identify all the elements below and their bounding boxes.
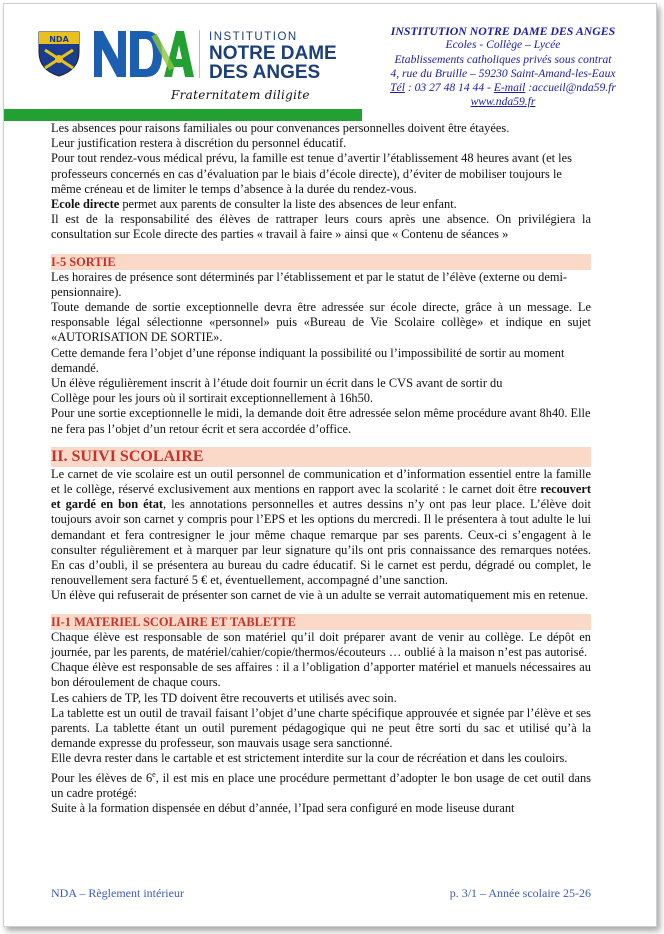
contact-block [359,24,647,110]
coat-of-arms-logo [37,30,81,78]
letterhead [4,4,656,120]
section-heading: I-5 SORTIE [51,254,591,270]
green-band [4,109,362,121]
tel-label: Tél [390,81,405,95]
text: , les annotations personnelles et autres dessins n’y ont pas leur place. L’élève doit toujours avoir son carnet y compris pour l’EPS et les options du mercredi. Il le présentera à tout adulte le lui demandant et fera contresigner le jour même chaque remarque par ses parents. Ceux-ci s’engagent à le consulter régulièrement et à marquer par leur signature qu’ils ont pris connaissance des remarques notées. En cas d’oubli, il se présentera au bureau du cadre éducatif. Si le carnet est perdu, dégradé ou complet, le renouvellement sera facturé 5 € et, éventuellement, accompagné d’une sanction. [51,497,591,588]
email-label: E-mail [493,81,526,95]
paragraph: Collège pour les jours où il sortirait exceptionnellement à 16h50. [51,391,374,406]
document-body [51,121,591,816]
paragraph: Toute demande de sortie exceptionnelle devra être adressée sur école directe, grâce à un message. Le responsable légal sélectionne «personnel» puis «Bureau de Vie Scolaire collège» et indique en sujet «AUTORISATION DE SORTIE». [51,300,591,345]
paragraph: Elle devra rester dans le cartable et est strictement interdite sur la cour de récréation et dans les couloirs. [51,751,568,766]
website-url[interactable]: www.nda59.fr [470,95,536,109]
paragraph: Pour une sortie exceptionnelle le midi, la demande doit être adressée selon même procédure avant 8h40. Elle ne fera pas l’objet d’un retour écrit et sera accordée d’office. [51,406,591,436]
contact-levels: Ecoles - Collège – Lycée [445,38,561,52]
text: , il est mis en place une procédure permettant d’adopter le bon usage de cet outil dans un cadre protégé: [51,770,591,800]
paragraph: Les horaires de présence sont déterminés par l’établissement et par le statut de l’élève (externe ou demi-pensionnaire). [51,269,568,299]
motto: Fraternitatem diligite [171,88,310,102]
paragraph: Les absences pour raisons familiales ou pour convenances personnelles doivent être étayées. [51,121,510,135]
paragraph: Un élève qui refuserait de présenter son carnet de vie à un adulte se verrait automatiquement mis en retenue. [51,588,589,603]
footer-page-number: p. 3/1 – Année scolaire 25-26 [449,886,591,900]
website-link[interactable] [359,95,647,109]
paragraph: Chaque élève est responsable de ses affaires : il a l’obligation d’apporter matériel et manuels nécessaires au bon déroulement de chaque cours. [51,660,591,690]
contact-title: INSTITUTION NOTRE DAME DES ANGES [390,24,616,38]
paragraph: Il est de la responsabilité des élèves de rattraper leurs cours après une absence. On privilégiera la consultation sur Ecole directe des parties « travail à faire » ainsi que « Contenu de séances » [51,212,591,242]
paragraph: La tablette est un outil de travail faisant l’objet d’une charte spécifique approuvée et signée par l’élève et ses parents. La tablette étant un outil purement pédagogique qui ne peut être sorti du sac et utilisé qu’à la demande expresse du professeur, son mauvais usage sera sanctionné. [51,705,591,751]
institution-name [209,31,344,82]
svg-text:NDA: NDA [49,35,69,44]
contact-status: Etablissements catholiques privés sous contrat [394,52,612,66]
paragraph: Leur justification restera à discrétion du personnel éducatif. [51,136,347,151]
paragraph: Chaque élève est responsable de son matériel qu’il doit préparer avant de venir au collège. Le dépôt en journée, par les parents, de matériel/cahier/copie/thermos/écouteurs … oublié à la maison n’est pas autorisé. [51,629,591,659]
email-address[interactable]: :accueil@nda59.fr [525,81,616,95]
paragraph: Pour tout rendez-vous médical prévu, la famille est tenue d’avertir l’établissement 48 heures avant (et les professeurs concernés en cas d’évaluation par le biais d’école directe), d’éviter de mobiliser toujours le même créneau et de limiter le temps d’absence à la durée du rendez-vous. [51,151,572,196]
institution-line3: DES ANGES [209,62,321,83]
logo-divider [199,30,200,78]
text: Le carnet de vie scolaire est un outil personnel de communication et d’information essentiel entre la famille et le collège, réservé exclusivement aux mentions en rapport avec la scolarité : le carnet doit être [51,466,591,497]
institution-line1: INSTITUTION [209,31,298,43]
bold-text: Ecole directe [51,197,120,212]
paragraph [51,767,591,802]
institution-line2: NOTRE DAME [209,43,337,64]
superscript: e [152,769,156,779]
tel-number: : 03 27 48 14 44 - [404,81,494,95]
paragraph [51,467,591,589]
bold-text: recouvert et gardé en bon état [51,482,591,512]
paragraph: Cette demande fera l’objet d’une réponse indiquant la possibilité ou l’impossibilité de sortir au moment demandé. [51,345,565,375]
page-footer [51,886,591,901]
contact-address: 4, rue du Bruille – 59230 Saint-Amand-les-Eaux [390,66,616,80]
section-heading: II-1 MATERIEL SCOLAIRE ET TABLETTE [51,614,591,630]
contact-phone-email [359,81,647,95]
paragraph [51,197,591,212]
paragraph: Les cahiers de TP, les TD doivent être recouverts et utilisés avec soin. [51,690,397,705]
text: Pour les élèves de 6 [51,770,153,785]
paragraph: Un élève régulièrement inscrit à l’étude doit fournir un écrit dans le CVS avant de sortir du [51,376,503,391]
footer-left: NDA – Règlement intérieur [51,886,184,900]
section-heading: II. SUIVI SCOLAIRE [51,447,591,467]
nda-logo [94,29,194,79]
text: permet aux parents de consulter la liste des absences de leur enfant. [119,197,457,212]
paragraph: Suite à la formation dispensée en début d’année, l’Ipad sera configuré en mode liseuse durant [51,801,515,816]
document-page [3,3,657,927]
